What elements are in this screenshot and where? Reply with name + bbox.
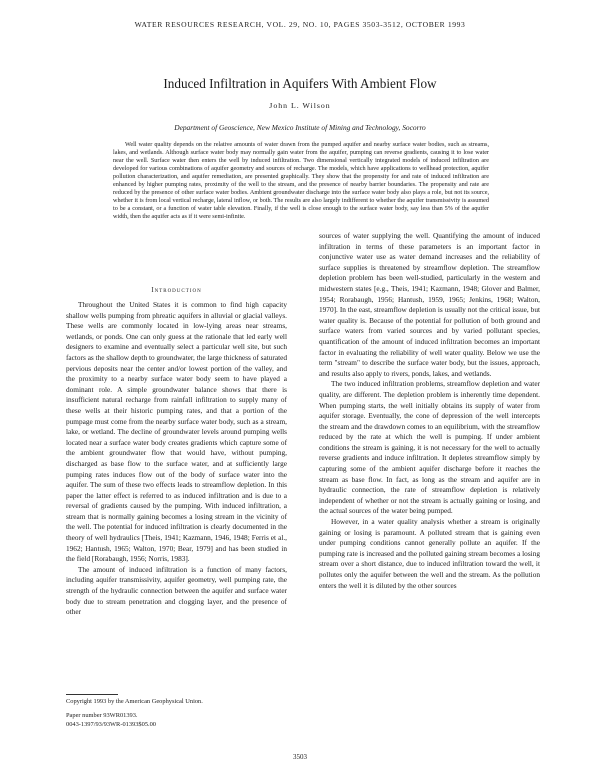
issn-code: 0043-1397/93/93WR-01393$05.00 [66, 720, 156, 728]
body-paragraph: However, in a water quality analysis whether a stream is originally gaining or losing is paramount. A polluted stream that is gaining even under pumping conditions cannot generally pollute an aquifer. If the pumping rate is increased and the polluted gaining stream becomes a losing stream over a short distance, due to induced infiltration toward the well, it pollutes only the aquifer between the well and the stream. As the pollution enters the well it is diluted by the other sources [319, 517, 540, 590]
body-paragraph: sources of water supplying the well. Quantifying the amount of induced infiltration in terms of these parameters is an important factor in conjunctive water use as water demand increases and the reliability of surface supplies is threatened by streamflow depletion. The streamflow depletion problem has been well-studied, particularly in the western and midwestern states [e.g., Theis, 1941; Kazmann, 1948; Glover and Balmer, 1954; Rorabaugh, 1956; Hantush, 1959, 1965; Jenkins, 1968; Walton, 1970]. In the east, streamflow depletion is usually not the critical issue, but water quality is. Because of the potential for pollution of both ground and surface waters from varied sources and by varied pollutant species, quantification of the amount of induced infiltration becomes an important factor in evaluating the reliability of well water quality. Below we use the term "stream" to describe the surface water body, but the issues, approach, and results also apply to rivers, ponds, lakes, and wetlands. [319, 231, 540, 378]
footnote-rule [66, 694, 118, 695]
running-head: WATER RESOURCES RESEARCH, VOL. 29, NO. 10, PAGES 3503-3512, OCTOBER 1993 [134, 20, 466, 29]
author-name: John L. Wilson [269, 101, 331, 110]
paper-number: Paper number 93WR01393. [66, 712, 138, 719]
introduction-heading: Introduction [151, 287, 202, 294]
body-paragraph: The two induced infiltration problems, streamflow depletion and water quality, are different. The depletion problem is inherently time dependent. When pumping starts, the well initially obtains its supply of water from aquifer storage. Eventually, the cone of depression of the well intercepts the stream and the drawdown comes to an equilibrium, with the streamflow reduced by the rate at which the well is pumping. If under ambient conditions the stream is gaining, it is not necessary for the well to actually reverse gradients and induce infiltration. It depletes streamflow simply by capturing some of the ambient aquifer discharge before it reaches the stream as base flow. In fact, as long as the stream and aquifer are in hydraulic connection, the rate of streamflow depletion is relatively independent of whether or not the stream is actually gaining or losing, and the actual sources of the water being pumped. [319, 379, 540, 516]
abstract: Well water quality depends on the relative amounts of water drawn from the pumped aquifer and nearby surface water bodies, such as streams, lakes, and wetlands. Although surface water body may normally gain water from the aquifer, pumping can reverse gradients, causing it to lose water near the well. Surface water then enters the well by induced infiltration. Two dimensional vertically integrated models of induced infiltration are developed for various combinations of aquifer geometry and sources of recharge. The models, which have applications to wellhead protection, aquifer pollution characterization, and aquifer remediation, are presented graphically. They show that the propensity for and rate of induced infiltration are enhanced by higher pumping rates, proximity of the well to the stream, and the presence of nearby barrier boundaries. The propensity and rate are reduced by the presence of other surface water bodies. Ambient groundwater discharge into the surface water body also plays a role, but not its source, whether it is from local vertical recharge, lateral inflow, or both. The results are also largely indifferent to whether the aquifer transmissivity is assumed to be a constant, or a function of water table elevation. Finally, if the well is close enough to the surface water body, say less than 5% of the aquifer width, then the aquifer acts as if it were semi-infinite. [113, 141, 489, 221]
body-paragraph: The amount of induced infiltration is a function of many factors, including aquifer transmissivity, aquifer geometry, well pumping rate, the strength of the hydraulic connection between the aquifer and surface water body due to stream penetration and clogging layer, and the presence of other [66, 564, 287, 617]
page-number: 3503 [293, 753, 307, 761]
paper-title: Induced Infiltration in Aquifers With Ambient Flow [163, 76, 437, 91]
right-column [319, 231, 540, 591]
body-paragraph: Throughout the United States it is common to find high capacity shallow wells pumping from phreatic aquifers in alluvial or glacial valleys. These wells are commonly located in low-lying areas near streams, wetlands, or ponds. One can only guess at the rationale that led early well designers to examine and eventually select a particular well site, but such factors as the shallow depth to groundwater, the large thickness of saturated pervious deposits near the center and/or lowest portion of the valley, and the proximity to a nearby surface water body seem to have played a dominant role. A simple groundwater balance shows that there is insufficient natural recharge from rainfall infiltration to supply many of these wells at their historic pumping rates, and that a portion of the pumpage must come from the nearby surface water body, such as a stream, lake, or wetland. The decline of groundwater levels around pumping wells located near a surface water body creates gradients which capture some of the ambient groundwater flow that would have, without pumping, discharged as base flow to the surface water, and at sufficiently large pumping rates induces flow out of the body of surface water into the aquifer. The sum of these two effects leads to streamflow depletion. In this paper the latter effect is referred to as induced infiltration and is due to a reversal of gradients caused by the pumping. With induced infiltration, a stream that is normally gaining becomes a losing stream in the vicinity of the well. The potential for induced infiltration is clearly documented in the theory of well hydraulics [Theis, 1941; Kazmann, 1946, 1948; Ferris et al., 1962; Hantush, 1965; Walton, 1970; Bear, 1979] and has been studied in the field [Rorabaugh, 1956; Norris, 1983]. [66, 300, 287, 564]
copyright-notice: Copyright 1993 by the American Geophysical Union. [66, 698, 203, 705]
paper-number-block [66, 712, 296, 729]
left-column [66, 300, 287, 618]
author-affiliation: Department of Geoscience, New Mexico Institute of Mining and Technology, Socorro [174, 123, 426, 132]
